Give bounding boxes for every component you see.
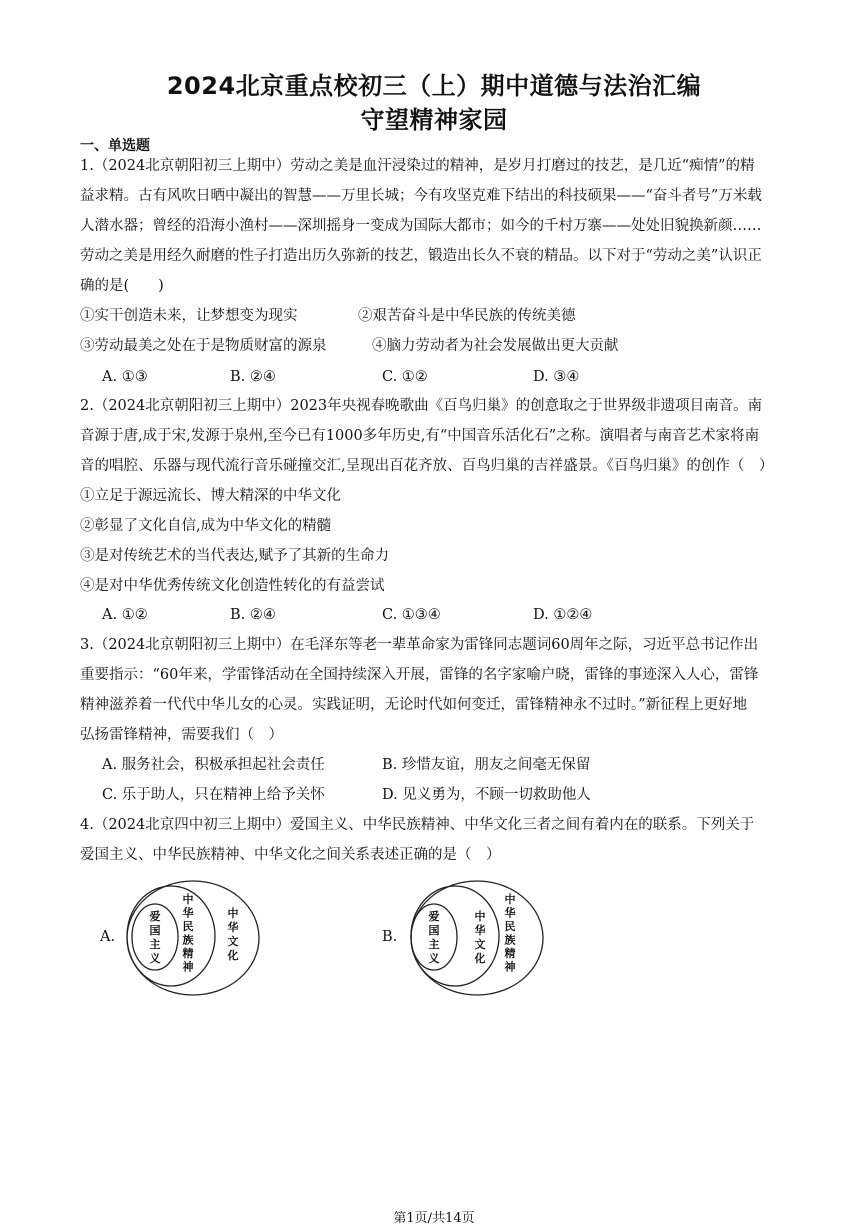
question-1-statement: ①实干创造未来，让梦想变为现实 (80, 308, 298, 324)
question-3-text-line: 3.（2024北京朝阳初三上期中）在毛泽东等老一辈革命家为雷锋同志题词60周年之际，习近平总书记作出 (80, 637, 759, 653)
question-1-option-a[interactable]: A. ①③ (102, 369, 148, 385)
question-2-option-b[interactable]: B. ②④ (230, 607, 276, 623)
label-national-spirit (182, 892, 194, 974)
label-patriotism-text: 爱国主义 (428, 910, 440, 965)
question-4-text-line: 爱国主义、中华民族精神、中华文化之间关系表述正确的是（ ） (80, 847, 501, 863)
question-4-option-a-label[interactable]: A. (100, 929, 116, 945)
question-3-option-a[interactable]: A. 服务社会，积极承担起社会责任 (102, 757, 325, 773)
middle-circle (411, 886, 499, 986)
question-2-text-line: 音的唱腔、乐器与现代流行音乐碰撞交汇,呈现出百花齐放、百鸟归巢的吉祥盛景。《百鸟归巢》的创作（ ） (80, 458, 774, 474)
label-patriotism (149, 909, 161, 965)
label-chinese-culture-text: 中华文化 (474, 910, 486, 965)
question-2-text-line: 2.（2024北京朝阳初三上期中）2023年央视春晚歌曲《百鸟归巢》的创意取之于世界级非遗项目南音。南 (80, 398, 763, 414)
middle-circle (127, 886, 215, 986)
question-2-statement: ④是对中华优秀传统文化创造性转化的有益尝试 (80, 578, 385, 594)
document-title: 2024北京重点校初三（上）期中道德与法治汇编 (166, 72, 702, 100)
document-subtitle: 守望精神家园 (360, 106, 508, 134)
label-national-spirit-text: 中华民族精神 (182, 893, 194, 974)
question-1-statement: ③劳动最美之处在于是物质财富的源泉 (80, 338, 327, 354)
question-2-option-d[interactable]: D. ①②④ (533, 607, 593, 623)
nested-circles-diagram-a[interactable] (118, 875, 268, 1001)
question-3-text-line: 弘扬雷锋精神，需要我们（ ） (80, 727, 283, 743)
section-heading: 一、单选题 (80, 138, 150, 154)
question-1-statement: ②艰苦奋斗是中华民族的传统美德 (358, 308, 576, 324)
question-2-statement: ①立足于源远流长、博大精深的中华文化 (80, 488, 341, 504)
label-patriotism-text: 爱国主义 (149, 910, 161, 965)
question-1-option-c[interactable]: C. ①② (382, 369, 428, 385)
question-1-statement: ④脑力劳动者为社会发展做出更大贡献 (372, 338, 619, 354)
question-3-option-d[interactable]: D. 见义勇为，不顾一切救助他人 (382, 787, 591, 803)
question-3-option-b[interactable]: B. 珍惜友谊，朋友之间毫无保留 (382, 757, 591, 773)
page-footer: 第1页/共14页 (393, 1211, 475, 1226)
question-2-option-a[interactable]: A. ①② (102, 607, 148, 623)
question-3-text-line: 精神滋养着一代代中华儿女的心灵。实践证明，无论时代如何变迁，雷锋精神永不过时。”新征程上更好地 (80, 697, 748, 713)
question-1-text-line: 益求精。古有风吹日晒中凝出的智慧——万里长城；今有攻坚克难下结出的科技硕果——“奋斗者号”万米载 (80, 188, 762, 204)
question-2-statement: ③是对传统艺术的当代表达,赋予了其新的生命力 (80, 548, 390, 564)
question-1-option-b[interactable]: B. ②④ (230, 369, 276, 385)
question-2-option-c[interactable]: C. ①③④ (382, 607, 441, 623)
question-1-text-line: 1.（2024北京朝阳初三上期中）劳动之美是血汗浸染过的精神，是岁月打磨过的技艺，是几近“痴情”的精 (80, 158, 755, 174)
nested-circles-diagram-b[interactable] (402, 875, 552, 1001)
label-chinese-culture (474, 909, 486, 965)
question-3-text-line: 重要指示：“60年来，学雷锋活动在全国持续深入开展，雷锋的名字家喻户晓，雷锋的事迹深入人心，雷锋 (80, 667, 759, 683)
question-1-option-d[interactable]: D. ③④ (533, 369, 580, 385)
question-4-option-b-label[interactable]: B. (382, 929, 398, 945)
label-chinese-culture (227, 906, 239, 962)
question-1-text-line: 劳动之美是用经久耐磨的性子打造出历久弥新的技艺，锻造出长久不衰的精品。以下对于“劳动之美”认识正 (80, 248, 762, 264)
question-4-text-line: 4.（2024北京四中初三上期中）爱国主义、中华民族精神、中华文化三者之间有着内在的联系。下列关于 (80, 817, 755, 833)
label-patriotism (428, 909, 440, 965)
question-1-text-line: 确的是( ) (80, 278, 164, 294)
question-2-text-line: 音源于唐,成于宋,发源于泉州,至今已有1000多年历史,有“中国音乐活化石”之称。演唱者与南音艺术家将南 (80, 428, 760, 444)
label-chinese-culture-text: 中华文化 (227, 907, 239, 962)
label-national-spirit-text: 中华民族精神 (504, 893, 516, 974)
question-3-option-c[interactable]: C. 乐于助人，只在精神上给予关怀 (102, 787, 325, 803)
question-1-text-line: 人潜水器；曾经的沿海小渔村——深圳摇身一变成为国际大都市；如今的千村万寨——处处旧貌换新颜…… (80, 218, 762, 234)
question-2-statement: ②彰显了文化自信,成为中华文化的精髓 (80, 518, 332, 534)
label-national-spirit (504, 892, 516, 974)
